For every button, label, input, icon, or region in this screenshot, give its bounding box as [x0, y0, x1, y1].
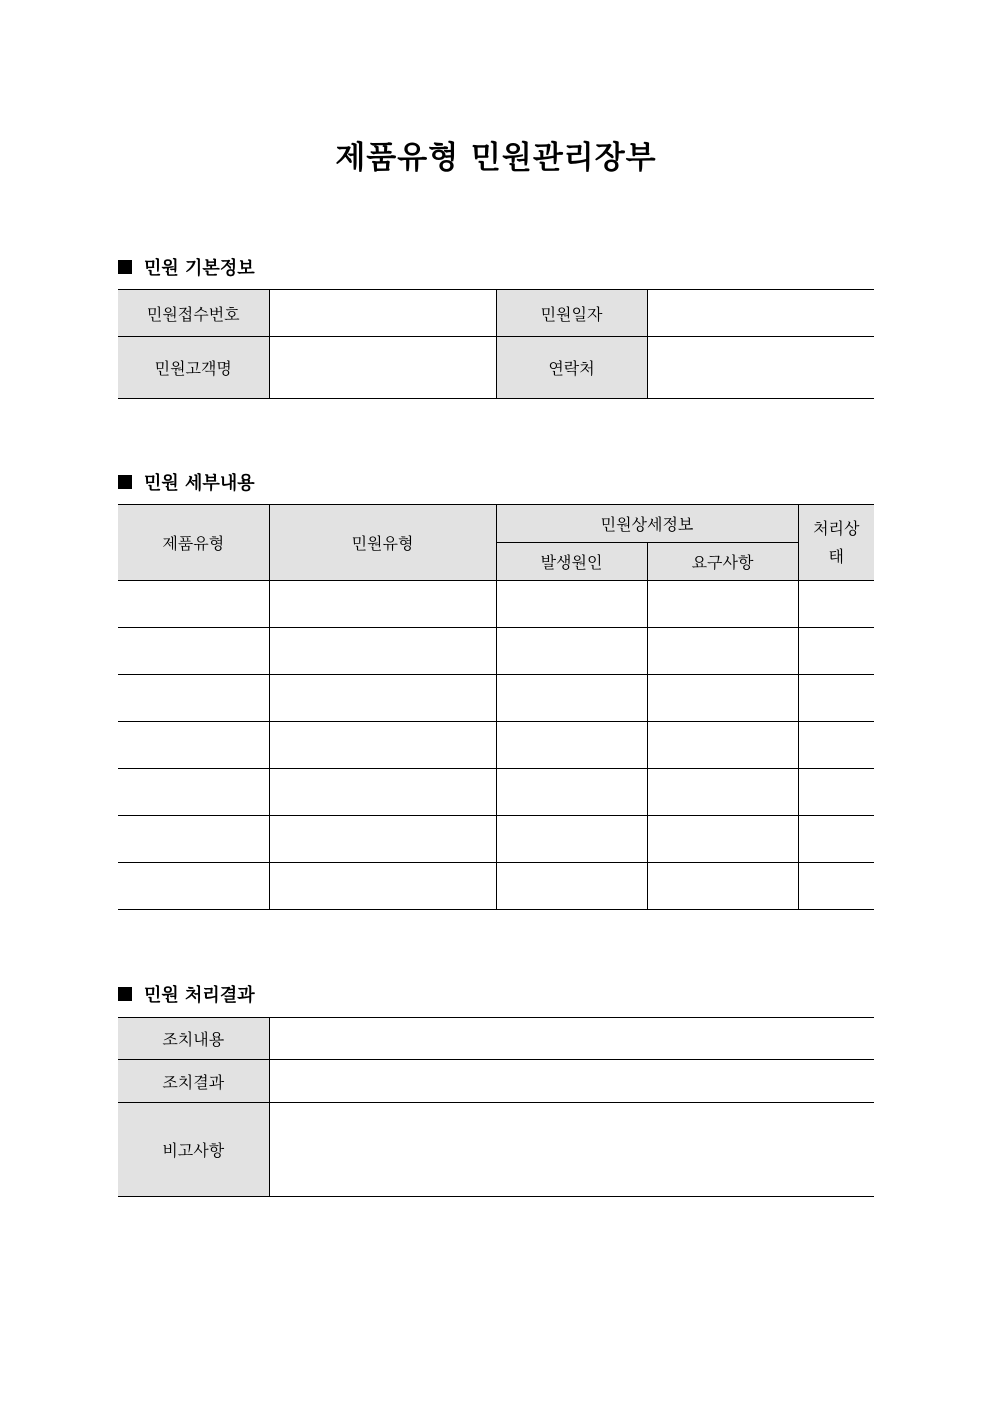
status-cell[interactable] — [798, 816, 874, 863]
status-header-line2: 태 — [828, 546, 844, 566]
complaint-type-cell[interactable] — [269, 816, 496, 863]
table-row — [118, 675, 874, 722]
customer-name-field[interactable] — [269, 337, 496, 399]
outcome-field[interactable] — [269, 1060, 874, 1103]
square-bullet-icon — [118, 475, 132, 489]
request-header: 요구사항 — [647, 543, 798, 581]
customer-name-label: 민원고객명 — [118, 337, 269, 399]
complaint-type-cell[interactable] — [269, 675, 496, 722]
table-row — [118, 628, 874, 675]
cause-cell[interactable] — [496, 816, 647, 863]
status-cell[interactable] — [798, 769, 874, 816]
product-type-cell[interactable] — [118, 769, 269, 816]
cause-cell[interactable] — [496, 581, 647, 628]
product-type-cell[interactable] — [118, 675, 269, 722]
detail-info-header: 민원상세정보 — [496, 505, 798, 543]
cause-header: 발생원인 — [496, 543, 647, 581]
table-row — [118, 769, 874, 816]
request-cell[interactable] — [647, 722, 798, 769]
section-title: 민원 처리결과 — [144, 985, 255, 1006]
status-cell[interactable] — [798, 863, 874, 910]
document-title: 제품유형 민원관리장부 — [335, 140, 657, 176]
contact-label: 연락처 — [496, 337, 647, 399]
date-field[interactable] — [647, 290, 874, 337]
outcome-label: 조치결과 — [118, 1060, 269, 1103]
table-row — [118, 581, 874, 628]
section-details-heading — [118, 469, 255, 495]
request-cell[interactable] — [647, 581, 798, 628]
square-bullet-icon — [118, 987, 132, 1001]
action-field[interactable] — [269, 1018, 874, 1060]
complaint-type-header: 민원유형 — [269, 505, 496, 581]
action-label: 조치내용 — [118, 1018, 269, 1060]
product-type-cell[interactable] — [118, 863, 269, 910]
status-cell[interactable] — [798, 628, 874, 675]
receipt-no-field[interactable] — [269, 290, 496, 337]
status-cell[interactable] — [798, 581, 874, 628]
table-row — [118, 863, 874, 910]
product-type-cell[interactable] — [118, 581, 269, 628]
request-cell[interactable] — [647, 863, 798, 910]
product-type-cell[interactable] — [118, 722, 269, 769]
cause-cell[interactable] — [496, 722, 647, 769]
details-table — [118, 504, 874, 910]
complaint-type-cell[interactable] — [269, 581, 496, 628]
cause-cell[interactable] — [496, 628, 647, 675]
complaint-type-cell[interactable] — [269, 863, 496, 910]
receipt-no-label: 민원접수번호 — [118, 290, 269, 337]
remarks-field[interactable] — [269, 1103, 874, 1197]
date-label: 민원일자 — [496, 290, 647, 337]
complaint-type-cell[interactable] — [269, 628, 496, 675]
contact-field[interactable] — [647, 337, 874, 399]
product-type-cell[interactable] — [118, 628, 269, 675]
request-cell[interactable] — [647, 675, 798, 722]
status-header — [798, 505, 874, 581]
basic-info-table — [118, 289, 874, 399]
complaint-type-cell[interactable] — [269, 722, 496, 769]
request-cell[interactable] — [647, 769, 798, 816]
status-cell[interactable] — [798, 675, 874, 722]
section-title: 민원 세부내용 — [144, 473, 255, 494]
cause-cell[interactable] — [496, 675, 647, 722]
product-type-cell[interactable] — [118, 816, 269, 863]
request-cell[interactable] — [647, 816, 798, 863]
section-result-heading — [118, 981, 255, 1007]
table-row — [118, 816, 874, 863]
product-type-header: 제품유형 — [118, 505, 269, 581]
section-title: 민원 기본정보 — [144, 258, 255, 279]
status-cell[interactable] — [798, 722, 874, 769]
complaint-type-cell[interactable] — [269, 769, 496, 816]
status-header-line1: 처리상 — [813, 518, 860, 538]
result-table — [118, 1017, 874, 1197]
section-basic-info-heading — [118, 254, 255, 280]
cause-cell[interactable] — [496, 863, 647, 910]
remarks-label: 비고사항 — [118, 1103, 269, 1197]
cause-cell[interactable] — [496, 769, 647, 816]
square-bullet-icon — [118, 260, 132, 274]
table-row — [118, 722, 874, 769]
request-cell[interactable] — [647, 628, 798, 675]
